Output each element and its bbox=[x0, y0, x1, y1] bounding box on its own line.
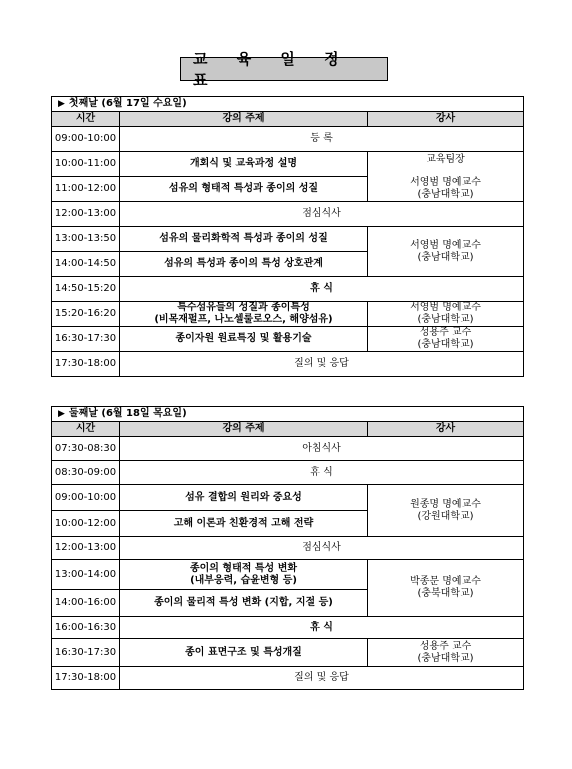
topic-cell: 섬유 결합의 원리와 중요성 bbox=[120, 485, 368, 511]
lecturer-cell bbox=[368, 327, 524, 352]
time-cell: 09:00-10:00 bbox=[52, 485, 120, 511]
time-cell: 16:30-17:30 bbox=[52, 639, 120, 667]
topic-cell: 개회식 및 교육과정 설명 bbox=[120, 152, 368, 177]
topic-cell: 점심식사 bbox=[120, 537, 524, 560]
topic-cell: 휴 식 bbox=[120, 277, 524, 302]
topic-cell: 종이의 물리적 특성 변화 (지합, 지절 등) bbox=[120, 590, 368, 617]
table-row bbox=[52, 227, 524, 252]
lecturer-cell bbox=[368, 227, 524, 277]
topic-cell: 섬유의 형태적 특성과 종이의 성질 bbox=[120, 177, 368, 202]
table-header bbox=[52, 422, 524, 437]
table-row bbox=[52, 352, 524, 377]
lecturer-org: (충남대학교) bbox=[417, 652, 474, 664]
table-row bbox=[52, 327, 524, 352]
table-header bbox=[52, 112, 524, 127]
topic-line: 특수섬유들의 성질과 종이특성 bbox=[177, 302, 310, 313]
time-cell: 10:00-12:00 bbox=[52, 511, 120, 537]
topic-cell: 질의 및 응답 bbox=[120, 352, 524, 377]
header-time: 시간 bbox=[52, 422, 120, 437]
topic-line: (비목재펄프, 나노셀룰로오스, 해양섬유) bbox=[154, 314, 333, 325]
lecturer-cell: 교육팀장 bbox=[368, 152, 524, 177]
topic-cell: 종이자원 원료특징 및 활용기술 bbox=[120, 327, 368, 352]
time-cell: 15:20-16:20 bbox=[52, 302, 120, 327]
topic-cell bbox=[120, 302, 368, 327]
header-lecturer: 강사 bbox=[368, 112, 524, 127]
topic-cell: 고해 이론과 친환경적 고해 전략 bbox=[120, 511, 368, 537]
table-row bbox=[52, 152, 524, 177]
day2-label bbox=[52, 407, 524, 422]
time-cell: 17:30-18:00 bbox=[52, 667, 120, 690]
table-row bbox=[52, 461, 524, 485]
day1-label-text: 첫째날 (6월 17일 수요일) bbox=[68, 98, 187, 109]
lecturer-name: 서영범 명예교수 bbox=[410, 302, 481, 313]
time-cell: 13:00-14:00 bbox=[52, 560, 120, 590]
lecturer-org: (강원대학교) bbox=[417, 510, 474, 522]
time-cell: 07:30-08:30 bbox=[52, 437, 120, 461]
topic-cell bbox=[120, 560, 368, 590]
topic-cell: 등 록 bbox=[120, 127, 524, 152]
header-topic: 강의 주제 bbox=[120, 422, 368, 437]
table-row bbox=[52, 277, 524, 302]
topic-cell: 휴 식 bbox=[120, 617, 524, 639]
lecturer-org: (충남대학교) bbox=[417, 251, 474, 263]
topic-line: 종이의 형태적 특성 변화 bbox=[189, 562, 298, 574]
lecturer-org: (충남대학교) bbox=[417, 314, 474, 325]
table-row bbox=[52, 639, 524, 667]
topic-cell: 아침식사 bbox=[120, 437, 524, 461]
time-cell: 11:00-12:00 bbox=[52, 177, 120, 202]
topic-cell: 섬유의 물리화학적 특성과 종이의 성질 bbox=[120, 227, 368, 252]
lecturer-cell bbox=[368, 302, 524, 327]
topic-line: (내부응력, 습윤변형 등) bbox=[190, 574, 297, 586]
lecturer-cell bbox=[368, 177, 524, 202]
table-row bbox=[52, 560, 524, 590]
lecturer-org: (충남대학교) bbox=[417, 188, 474, 200]
day1-schedule-table bbox=[51, 96, 524, 377]
table-row bbox=[52, 302, 524, 327]
lecturer-cell bbox=[368, 639, 524, 667]
time-cell: 14:00-14:50 bbox=[52, 252, 120, 277]
topic-cell: 휴 식 bbox=[120, 461, 524, 485]
table-row bbox=[52, 202, 524, 227]
lecturer-cell bbox=[368, 485, 524, 537]
topic-cell: 종이 표면구조 및 특성개질 bbox=[120, 639, 368, 667]
table-row bbox=[52, 437, 524, 461]
lecturer-cell bbox=[368, 560, 524, 617]
lecturer-name: 성용주 교수 bbox=[419, 640, 472, 652]
time-cell: 08:30-09:00 bbox=[52, 461, 120, 485]
topic-cell: 질의 및 응답 bbox=[120, 667, 524, 690]
day1-label bbox=[52, 97, 524, 112]
header-lecturer: 강사 bbox=[368, 422, 524, 437]
day2-schedule-table bbox=[51, 406, 524, 690]
topic-cell: 점심식사 bbox=[120, 202, 524, 227]
time-cell: 14:50-15:20 bbox=[52, 277, 120, 302]
lecturer-name: 원종명 명예교수 bbox=[410, 498, 481, 510]
table-row bbox=[52, 177, 524, 202]
lecturer-name: 박종문 명예교수 bbox=[410, 576, 481, 587]
table-row bbox=[52, 127, 524, 152]
time-cell: 13:00-13:50 bbox=[52, 227, 120, 252]
lecturer-name: 성용주 교수 bbox=[419, 327, 472, 338]
time-cell: 12:00-13:00 bbox=[52, 537, 120, 560]
page-title: 교 육 일 정 표 bbox=[180, 57, 388, 81]
lecturer-name: 서영범 명예교수 bbox=[410, 176, 481, 188]
time-cell: 09:00-10:00 bbox=[52, 127, 120, 152]
time-cell: 16:30-17:30 bbox=[52, 327, 120, 352]
time-cell: 17:30-18:00 bbox=[52, 352, 120, 377]
time-cell: 10:00-11:00 bbox=[52, 152, 120, 177]
header-topic: 강의 주제 bbox=[120, 112, 368, 127]
table-row bbox=[52, 485, 524, 511]
day2-label-text: 둘째날 (6월 18일 목요일) bbox=[68, 408, 187, 419]
lecturer-org: (충남대학교) bbox=[417, 339, 474, 350]
triangle-bullet-icon: ▶ bbox=[58, 409, 65, 419]
table-row bbox=[52, 617, 524, 639]
header-time: 시간 bbox=[52, 112, 120, 127]
time-cell: 12:00-13:00 bbox=[52, 202, 120, 227]
lecturer-org: (충북대학교) bbox=[417, 588, 474, 599]
time-cell: 14:00-16:00 bbox=[52, 590, 120, 617]
table-row bbox=[52, 537, 524, 560]
topic-cell: 섬유의 특성과 종이의 특성 상호관계 bbox=[120, 252, 368, 277]
table-row bbox=[52, 667, 524, 690]
triangle-bullet-icon: ▶ bbox=[58, 99, 65, 109]
lecturer-name: 서영범 명예교수 bbox=[410, 239, 481, 251]
time-cell: 16:00-16:30 bbox=[52, 617, 120, 639]
